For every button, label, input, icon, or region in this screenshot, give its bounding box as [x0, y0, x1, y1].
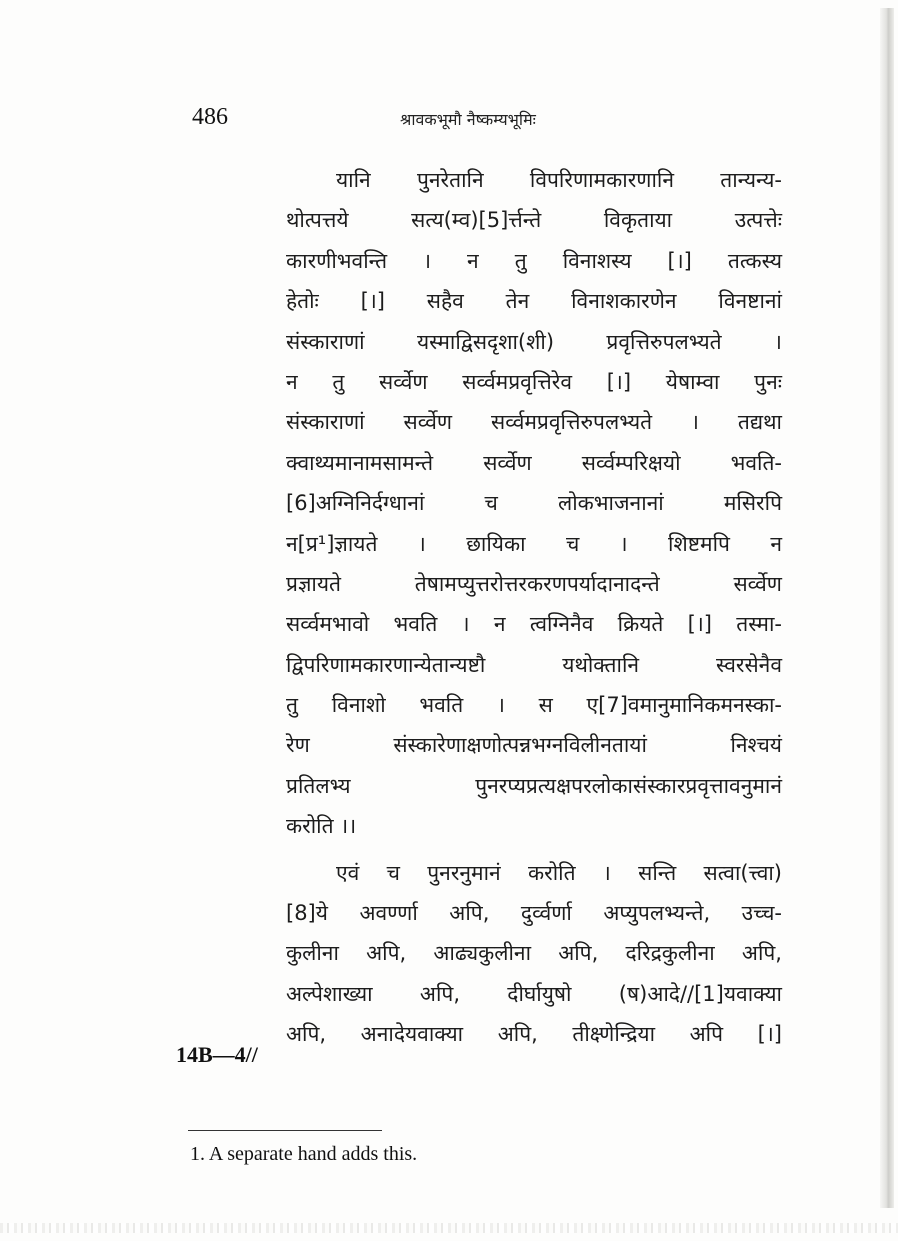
- text-line: अपि, अनादेयवाक्या अपि, तीक्ष्णेन्द्रिया अपि [।]: [286, 1022, 782, 1047]
- text-line: अल्पेशाख्या अपि, दीर्घायुषो (ष)आदे//[1]यवाक्या: [286, 981, 782, 1006]
- footnote: 1. A separate hand adds this.: [190, 1143, 418, 1165]
- text-line: रेण संस्कारेणाक्षणोत्पन्नभग्नविलीनतायां निश्चयं: [286, 733, 782, 758]
- text-line: न[प्र¹]ज्ञायते । छायिका च । शिष्टमपि न: [286, 531, 782, 556]
- text-line: थोत्पत्तये सत्य(म्व)[5]र्त्तन्ते विकृताया उत्पत्तेः: [286, 208, 782, 233]
- page-header: [0, 100, 898, 140]
- text-line: तु विनाशो भवति । स ए[7]वमानुमानिकमनस्का-: [286, 693, 782, 718]
- text-line: यानि पुनरेतानि विपरिणामकारणानि तान्यन्य-: [336, 168, 782, 192]
- text-line: प्रज्ञायते तेषामप्युत्तरोत्तरकरणपर्यादानादन्ते सर्व्वेण: [286, 571, 782, 596]
- text-line: संस्काराणां यस्माद्विसदृशा(शी) प्रवृत्तिरुपलभ्यते ।: [286, 329, 782, 354]
- text-line: संस्काराणां सर्व्वेण सर्व्वमप्रवृत्तिरुपलभ्यते । तद्यथा: [286, 410, 782, 435]
- scan-noise-strip: [0, 1223, 898, 1233]
- body-text: [286, 160, 782, 1055]
- text-line: क्वाथ्यमानामसामन्ते सर्व्वेण सर्व्वम्परिक्षयो भवति-: [286, 450, 782, 475]
- text-line: हेतोः [।] सहैव तेन विनाशकारणेन विनष्टानां: [286, 289, 782, 314]
- manuscript-folio-marker: 14B—4//: [176, 1042, 258, 1067]
- text-line: एवं च पुनरनुमानं करोति । सन्ति सत्वा(त्त्वा): [336, 860, 782, 885]
- text-line: द्विपरिणामकारणान्येतान्यष्टौ यथोक्तानि स्वरसेनैव: [286, 652, 782, 677]
- page-number: 486: [192, 104, 228, 130]
- text-line: प्रतिलभ्य पुनरप्यप्रत्यक्षपरलोकासंस्कारप्रवृत्तावनुमानं: [286, 773, 782, 798]
- running-head: श्रावकभूमौ नैष्कम्यभूमिः: [400, 110, 536, 129]
- text-line: [8]ये अवर्ण्णा अपि, दुर्व्वर्णा अप्युपलभ्यन्ते, उच्च-: [286, 901, 782, 926]
- footnote-rule: [188, 1130, 382, 1131]
- text-line: कारणीभवन्ति । न तु विनाशस्य [।] तत्कस्य: [286, 248, 782, 273]
- text-line: कुलीना अपि, आढ्यकुलीना अपि, दरिद्रकुलीना अपि,: [286, 941, 782, 966]
- binding-edge-shadow: [880, 8, 894, 1208]
- text-line: न तु सर्व्वेण सर्व्वमप्रवृत्तिरेव [।] येषाम्वा पुनः: [286, 369, 782, 394]
- text-line: सर्व्वमभावो भवति । न त्वग्निनैव क्रियते [।] तस्मा-: [286, 612, 782, 637]
- text-line: करोति ।।: [286, 814, 357, 839]
- text-line: [6]अग्निनिर्दग्धानां च लोकभाजनानां मसिरपि: [286, 491, 782, 516]
